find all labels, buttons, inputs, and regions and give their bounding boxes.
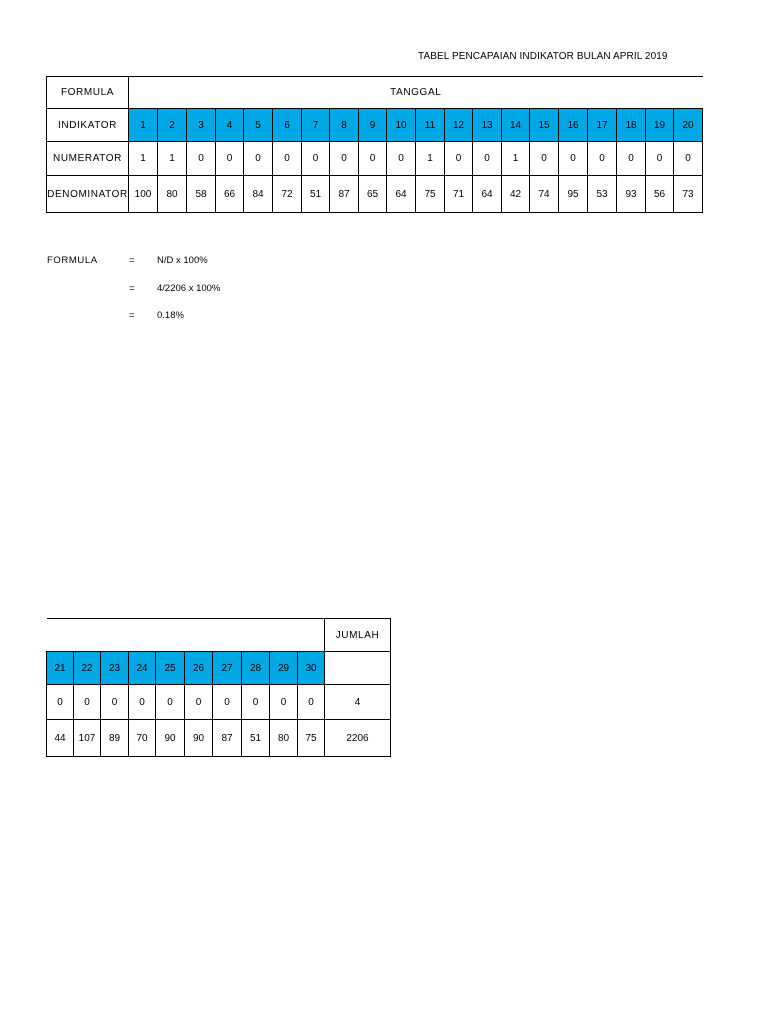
- formula-label: FORMULA: [47, 255, 98, 266]
- numerator-cell-15: 0: [530, 142, 559, 176]
- day-row: [47, 652, 391, 685]
- denominator-cell-7: 51: [302, 176, 330, 213]
- day-cell-17: 17: [588, 109, 617, 142]
- denominator-cell-17: 53: [588, 176, 617, 213]
- denominator-cell-9: 65: [359, 176, 387, 213]
- day-cell-9: 29: [270, 652, 298, 685]
- denominator-cell-18: 93: [617, 176, 646, 213]
- day-cell-3: 3: [187, 109, 216, 142]
- denominator-cell-6: 90: [185, 720, 213, 757]
- day-row: [47, 109, 703, 142]
- denominator-cell-10: 75: [298, 720, 325, 757]
- denominator-cell-5: 84: [244, 176, 273, 213]
- day-cell-1: 21: [47, 652, 74, 685]
- numerator-cell-5: 0: [244, 142, 273, 176]
- day-cell-4: 4: [216, 109, 244, 142]
- day-cell-3: 23: [101, 652, 129, 685]
- numerator-cell-4: 0: [216, 142, 244, 176]
- day-cell-18: 18: [617, 109, 646, 142]
- numerator-cell-5: 0: [156, 685, 185, 720]
- denominator-cell-1: 44: [47, 720, 74, 757]
- numerator-cell-1: 1: [129, 142, 158, 176]
- denominator-cell-1: 100: [129, 176, 158, 213]
- day-cell-10: 30: [298, 652, 325, 685]
- tanggal-header-cell: TANGGAL: [129, 77, 703, 109]
- numerator-cell-7: 0: [213, 685, 242, 720]
- day-cell-8: 28: [242, 652, 270, 685]
- denominator-row: [47, 720, 391, 757]
- numerator-label-cell: NUMERATOR: [47, 142, 129, 176]
- denominator-cell-11: 75: [416, 176, 445, 213]
- day-cell-7: 7: [302, 109, 330, 142]
- numerator-cell-6: 0: [185, 685, 213, 720]
- formula-equals: =: [129, 310, 135, 321]
- numerator-cell-17: 0: [588, 142, 617, 176]
- denominator-cell-2: 80: [158, 176, 187, 213]
- numerator-row: [47, 685, 391, 720]
- day-cell-5: 25: [156, 652, 185, 685]
- numerator-cell-14: 1: [502, 142, 530, 176]
- day-cell-9: 9: [359, 109, 387, 142]
- denominator-cell-20: 73: [674, 176, 703, 213]
- denominator-cell-5: 90: [156, 720, 185, 757]
- formula-header-cell: FORMULA: [47, 77, 129, 109]
- denominator-cell-8: 87: [330, 176, 359, 213]
- numerator-cell-10: 0: [298, 685, 325, 720]
- day-cell-2: 2: [158, 109, 187, 142]
- formula-equals: =: [129, 282, 135, 294]
- numerator-cell-2: 0: [74, 685, 101, 720]
- formula-equals: =: [129, 255, 135, 266]
- numerator-cell-19: 0: [646, 142, 674, 176]
- jumlah-denominator-total: 2206: [325, 720, 391, 757]
- numerator-cell-8: 0: [242, 685, 270, 720]
- formula-result: 0.18%: [157, 310, 184, 321]
- denominator-cell-14: 42: [502, 176, 530, 213]
- denominator-label-cell: DENOMINATOR: [47, 176, 129, 213]
- day-cell-5: 5: [244, 109, 273, 142]
- day-cell-2: 22: [74, 652, 101, 685]
- denominator-cell-4: 66: [216, 176, 244, 213]
- day-cell-11: 11: [416, 109, 445, 142]
- numerator-cell-10: 0: [387, 142, 416, 176]
- day-cell-15: 15: [530, 109, 559, 142]
- formula-substitution: 4/2206 x 100%: [157, 282, 221, 294]
- day-cell-6: 26: [185, 652, 213, 685]
- jumlah-header-cell: JUMLAH: [325, 619, 391, 652]
- denominator-row: [47, 176, 703, 213]
- day-cell-10: 10: [387, 109, 416, 142]
- indicator-table-days-21-30: [46, 618, 391, 757]
- denominator-cell-3: 89: [101, 720, 129, 757]
- denominator-cell-3: 58: [187, 176, 216, 213]
- denominator-cell-19: 56: [646, 176, 674, 213]
- indicator-table-days-1-20: [46, 76, 703, 213]
- page-title: TABEL PENCAPAIAN INDIKATOR BULAN APRIL 2019: [418, 51, 668, 62]
- denominator-cell-9: 80: [270, 720, 298, 757]
- day-cell-1: 1: [129, 109, 158, 142]
- numerator-cell-8: 0: [330, 142, 359, 176]
- day-cell-7: 27: [213, 652, 242, 685]
- denominator-cell-4: 70: [129, 720, 156, 757]
- numerator-row: [47, 142, 703, 176]
- day-cell-13: 13: [473, 109, 502, 142]
- denominator-cell-13: 64: [473, 176, 502, 213]
- numerator-cell-6: 0: [273, 142, 302, 176]
- jumlah-day-blank: [325, 652, 391, 685]
- denominator-cell-2: 107: [74, 720, 101, 757]
- day-cell-6: 6: [273, 109, 302, 142]
- denominator-cell-7: 87: [213, 720, 242, 757]
- indikator-label-cell: INDIKATOR: [47, 109, 129, 142]
- numerator-cell-20: 0: [674, 142, 703, 176]
- day-cell-14: 14: [502, 109, 530, 142]
- day-cell-12: 12: [445, 109, 473, 142]
- day-cell-20: 20: [674, 109, 703, 142]
- day-cell-8: 8: [330, 109, 359, 142]
- day-cell-4: 24: [129, 652, 156, 685]
- formula-expression: N/D x 100%: [157, 255, 208, 266]
- numerator-cell-9: 0: [359, 142, 387, 176]
- numerator-cell-4: 0: [129, 685, 156, 720]
- numerator-cell-18: 0: [617, 142, 646, 176]
- denominator-cell-12: 71: [445, 176, 473, 213]
- denominator-cell-8: 51: [242, 720, 270, 757]
- numerator-cell-3: 0: [101, 685, 129, 720]
- day-cell-19: 19: [646, 109, 674, 142]
- day-cell-16: 16: [559, 109, 588, 142]
- denominator-cell-10: 64: [387, 176, 416, 213]
- numerator-cell-13: 0: [473, 142, 502, 176]
- numerator-cell-3: 0: [187, 142, 216, 176]
- numerator-cell-12: 0: [445, 142, 473, 176]
- table2-header-blank: [47, 619, 325, 652]
- denominator-cell-15: 74: [530, 176, 559, 213]
- denominator-cell-6: 72: [273, 176, 302, 213]
- numerator-cell-16: 0: [559, 142, 588, 176]
- numerator-cell-2: 1: [158, 142, 187, 176]
- numerator-cell-11: 1: [416, 142, 445, 176]
- numerator-cell-1: 0: [47, 685, 74, 720]
- numerator-cell-7: 0: [302, 142, 330, 176]
- jumlah-numerator-total: 4: [325, 685, 391, 720]
- numerator-cell-9: 0: [270, 685, 298, 720]
- denominator-cell-16: 95: [559, 176, 588, 213]
